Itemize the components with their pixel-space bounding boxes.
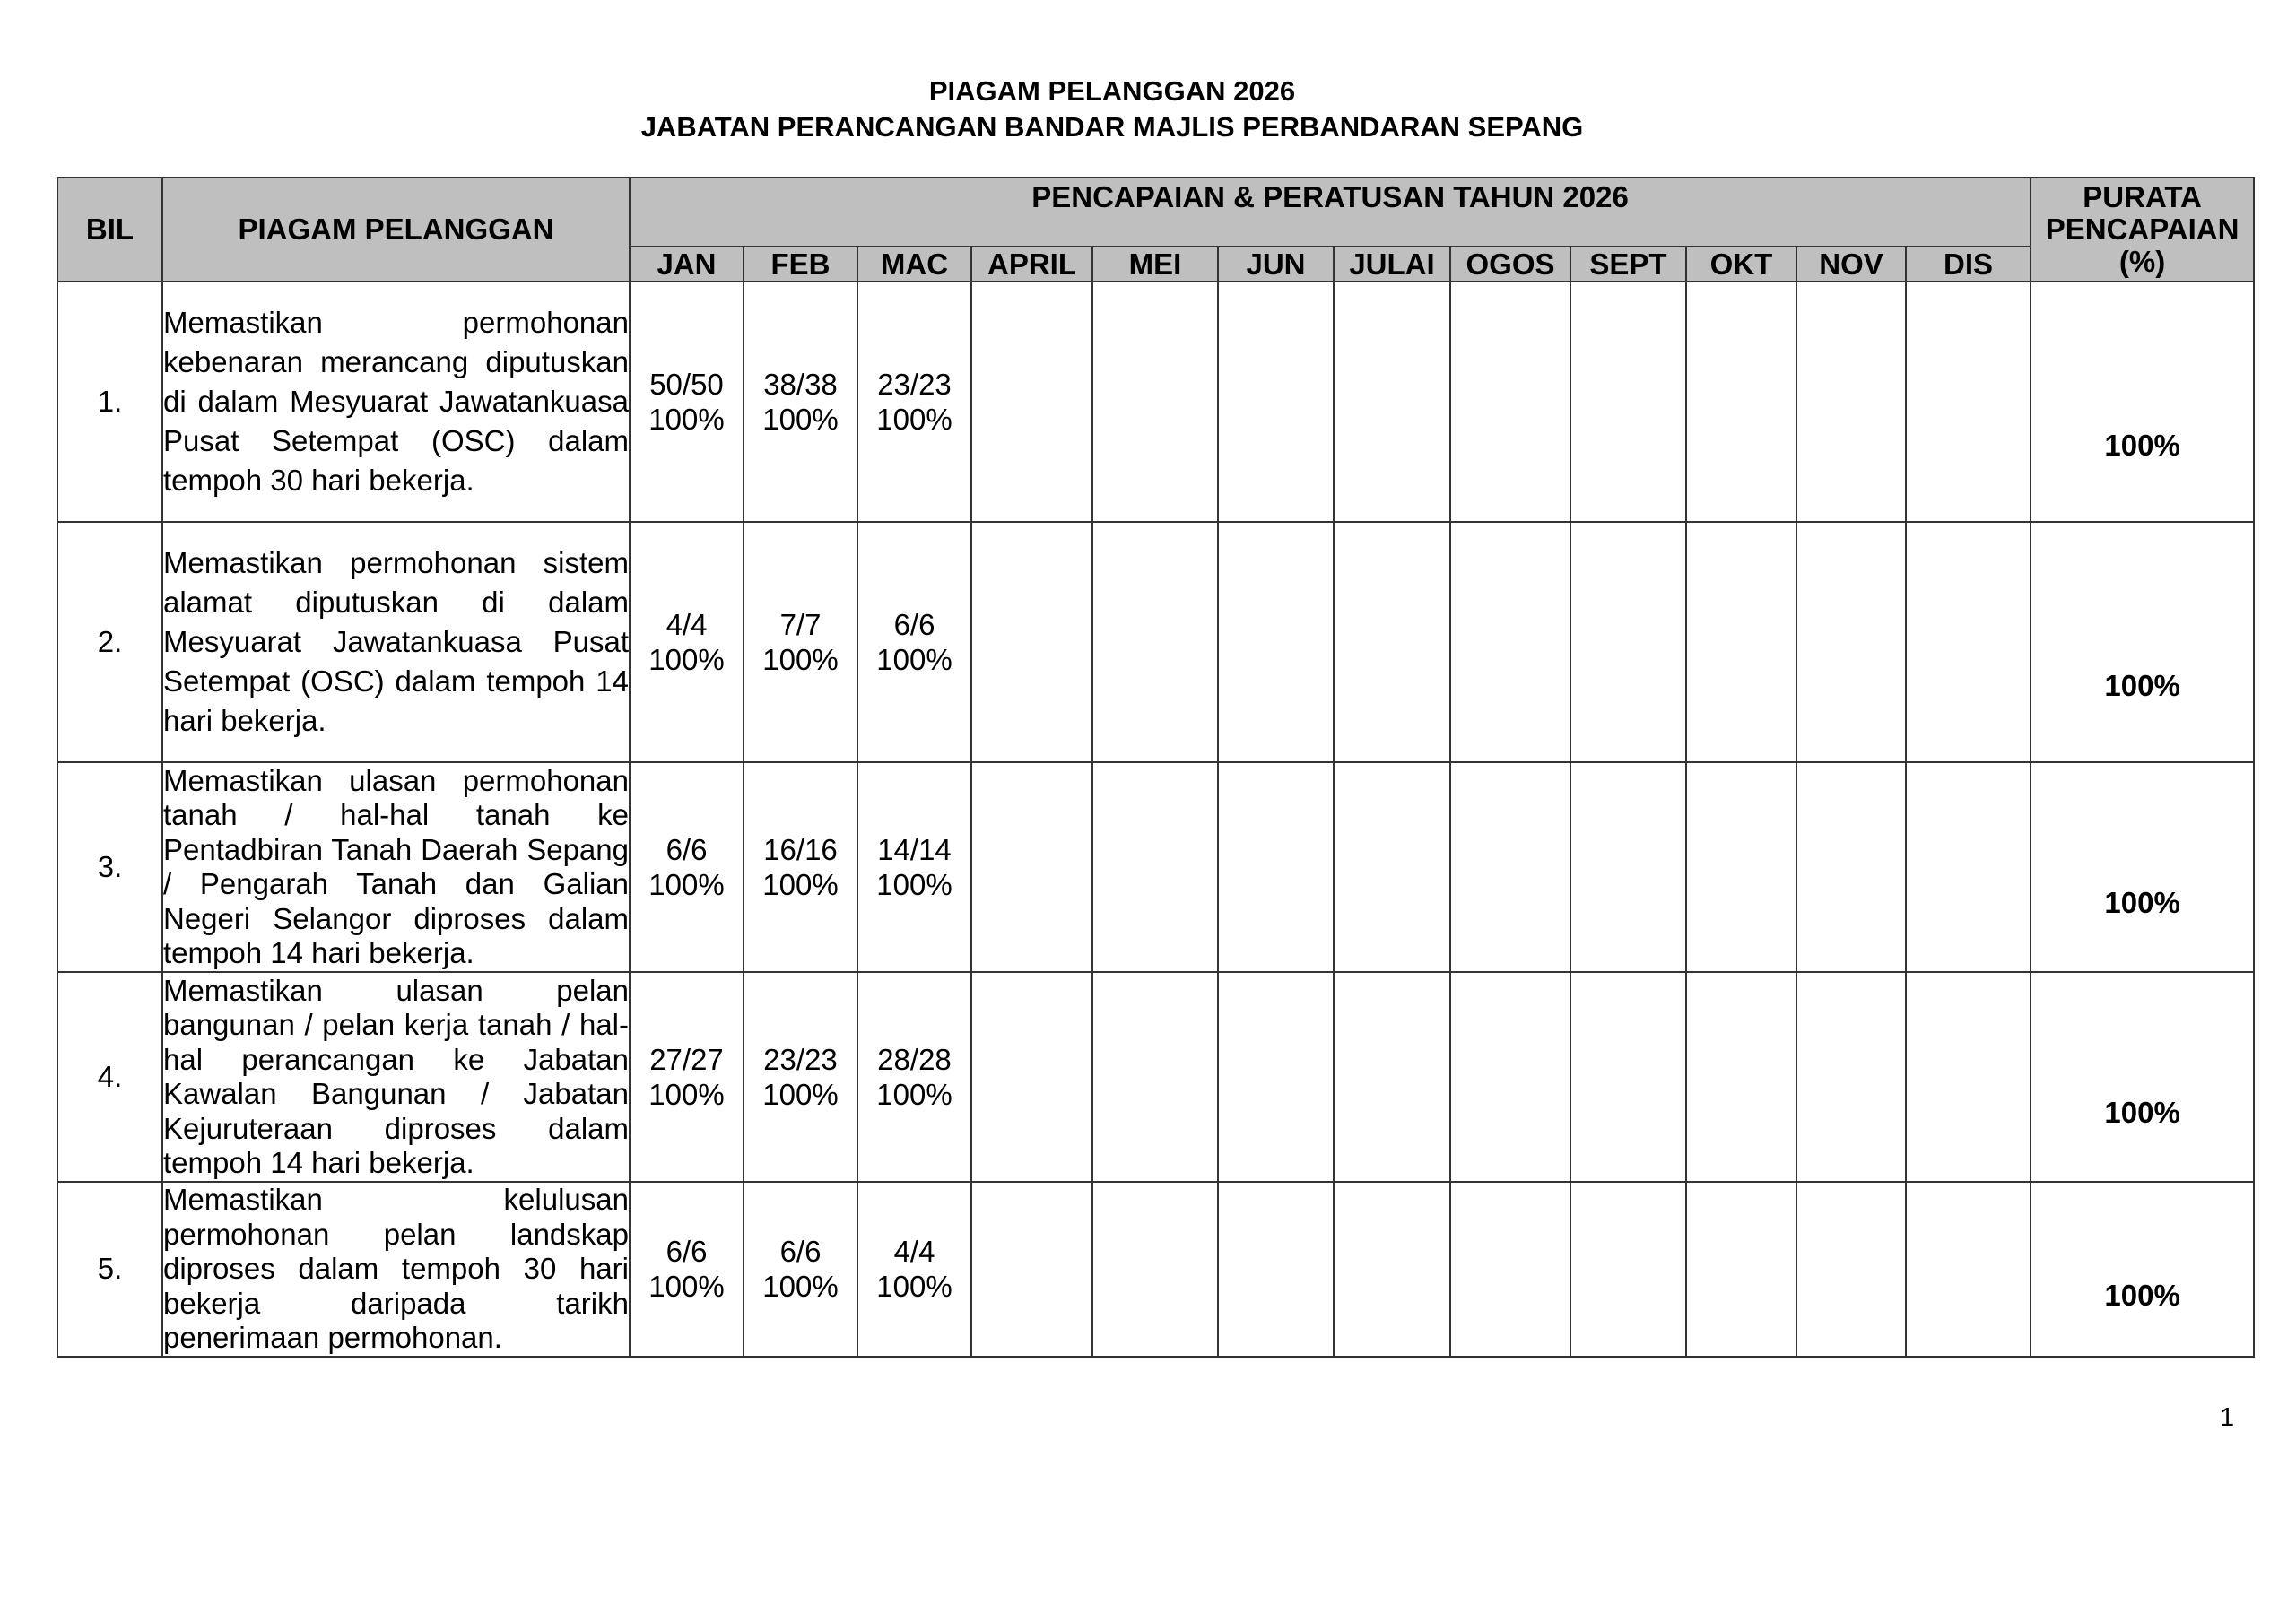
cell-empty	[1334, 1182, 1450, 1357]
cell-empty	[1218, 522, 1334, 762]
header-average-line1: PURATA	[2083, 180, 2202, 213]
row-bil: 4.	[57, 972, 162, 1182]
cell-empty	[1092, 1182, 1218, 1357]
row-average-value: 100%	[2104, 1096, 2180, 1129]
cell-feb	[744, 762, 857, 972]
row-average	[2031, 282, 2254, 522]
cell-empty	[1334, 762, 1450, 972]
header-achievement: PENCAPAIAN & PERATUSAN TAHUN 2026	[630, 178, 2031, 247]
cell-empty	[1450, 1182, 1570, 1357]
cell-percent: 100%	[762, 643, 839, 676]
header-month-april: APRIL	[971, 247, 1092, 282]
cell-empty	[971, 1182, 1092, 1357]
cell-empty	[1686, 762, 1796, 972]
document-title-block	[0, 74, 2224, 145]
row-average	[2031, 762, 2254, 972]
cell-percent: 100%	[648, 403, 725, 436]
cell-empty	[1570, 1182, 1686, 1357]
cell-empty	[1334, 972, 1450, 1182]
cell-jan	[630, 1182, 744, 1357]
cell-count: 16/16	[763, 833, 838, 866]
cell-empty	[1450, 282, 1570, 522]
cell-feb	[744, 522, 857, 762]
cell-empty	[971, 282, 1092, 522]
cell-count: 27/27	[649, 1043, 724, 1076]
cell-percent: 100%	[762, 1270, 839, 1304]
header-month-jun: JUN	[1218, 247, 1334, 282]
cell-feb	[744, 972, 857, 1182]
cell-empty	[1796, 282, 1906, 522]
cell-feb	[744, 282, 857, 522]
cell-empty	[1686, 972, 1796, 1182]
cell-count: 4/4	[665, 608, 708, 641]
cell-percent: 100%	[648, 868, 725, 901]
header-average-line3: (%)	[2118, 245, 2166, 278]
row-bil: 2.	[57, 522, 162, 762]
table-row	[57, 282, 2254, 522]
cell-percent: 100%	[876, 868, 952, 901]
row-average	[2031, 1182, 2254, 1357]
row-description: Memastikan ulasan permohonan tanah / hal-hal tanah ke Pentadbiran Tanah Daerah Sepang / Pengarah Tanah dan Galian Negeri Selangor diproses dalam tempoh 14 hari bekerja.	[162, 762, 630, 972]
header-month-feb: FEB	[744, 247, 857, 282]
row-average	[2031, 972, 2254, 1182]
cell-percent: 100%	[762, 403, 839, 436]
cell-empty	[1570, 282, 1686, 522]
cell-percent: 100%	[876, 1270, 952, 1304]
cell-empty	[1906, 282, 2031, 522]
document-title: PIAGAM PELANGGAN 2026	[928, 75, 1296, 107]
cell-jan	[630, 762, 744, 972]
header-month-jan: JAN	[630, 247, 744, 282]
cell-percent: 100%	[648, 1270, 725, 1304]
header-average-line2: PENCAPAIAN	[2045, 213, 2239, 246]
cell-mac	[857, 522, 971, 762]
table-row	[57, 972, 2254, 1182]
cell-empty	[1450, 522, 1570, 762]
row-bil: 3.	[57, 762, 162, 972]
header-month-ogos: OGOS	[1450, 247, 1570, 282]
table-row	[57, 1182, 2254, 1357]
cell-count: 6/6	[665, 1235, 708, 1269]
cell-empty	[1334, 282, 1450, 522]
header-month-sept: SEPT	[1570, 247, 1686, 282]
cell-count: 50/50	[649, 368, 724, 401]
header-month-julai: JULAI	[1334, 247, 1450, 282]
cell-jan	[630, 282, 744, 522]
cell-empty	[1092, 282, 1218, 522]
cell-count: 6/6	[665, 833, 708, 866]
cell-percent: 100%	[876, 643, 952, 676]
header-month-mac: MAC	[857, 247, 971, 282]
cell-empty	[1796, 1182, 1906, 1357]
cell-empty	[1218, 282, 1334, 522]
cell-feb	[744, 1182, 857, 1357]
cell-count: 4/4	[893, 1235, 935, 1269]
cell-percent: 100%	[876, 1078, 952, 1111]
cell-empty	[1218, 1182, 1334, 1357]
row-average-value: 100%	[2104, 1279, 2180, 1313]
cell-empty	[1796, 972, 1906, 1182]
header-charter: PIAGAM PELANGGAN	[162, 178, 630, 282]
page-number: 1	[2220, 1403, 2235, 1432]
table-row	[57, 522, 2254, 762]
cell-empty	[971, 972, 1092, 1182]
cell-percent: 100%	[648, 1078, 725, 1111]
cell-empty	[1092, 522, 1218, 762]
cell-empty	[1686, 1182, 1796, 1357]
header-month-mei: MEI	[1092, 247, 1218, 282]
cell-empty	[971, 762, 1092, 972]
row-description: Memastikan ulasan pelan bangunan / pelan kerja tanah / hal-hal perancangan ke Jabatan Kawalan Bangunan / Jabatan Kejuruteraan diproses dalam tempoh 14 hari bekerja.	[162, 972, 630, 1182]
customer-charter-table	[57, 177, 2255, 1358]
cell-empty	[1796, 762, 1906, 972]
cell-empty	[1906, 1182, 2031, 1357]
cell-empty	[1906, 762, 2031, 972]
row-average-value: 100%	[2104, 669, 2180, 702]
cell-jan	[630, 522, 744, 762]
cell-empty	[1334, 522, 1450, 762]
header-average	[2031, 178, 2254, 282]
cell-count: 6/6	[893, 608, 935, 641]
cell-jan	[630, 972, 744, 1182]
row-average	[2031, 522, 2254, 762]
cell-count: 23/23	[877, 368, 952, 401]
cell-count: 38/38	[763, 368, 838, 401]
header-month-okt: OKT	[1686, 247, 1796, 282]
cell-percent: 100%	[762, 868, 839, 901]
row-description: Memastikan kelulusan permohonan pelan landskap diproses dalam tempoh 30 hari bekerja daripada tarikh penerimaan permohonan.	[162, 1182, 630, 1357]
cell-empty	[1218, 762, 1334, 972]
cell-count: 7/7	[779, 608, 822, 641]
cell-empty	[971, 522, 1092, 762]
cell-empty	[1450, 762, 1570, 972]
row-bil: 5.	[57, 1182, 162, 1357]
cell-empty	[1092, 762, 1218, 972]
cell-count: 23/23	[763, 1043, 838, 1076]
row-description: Memastikan permohonan sistem alamat diputuskan di dalam Mesyuarat Jawatankuasa Pusat Setempat (OSC) dalam tempoh 14 hari bekerja.	[162, 522, 630, 762]
cell-empty	[1570, 522, 1686, 762]
table-row	[57, 762, 2254, 972]
row-description: Memastikan permohonan kebenaran merancang diputuskan di dalam Mesyuarat Jawatankuasa Pusat Setempat (OSC) dalam tempoh 30 hari bekerja.	[162, 282, 630, 522]
cell-percent: 100%	[876, 403, 952, 436]
row-average-value: 100%	[2104, 429, 2180, 462]
cell-empty	[1686, 282, 1796, 522]
header-month-dis: DIS	[1906, 247, 2031, 282]
cell-mac	[857, 972, 971, 1182]
cell-empty	[1906, 972, 2031, 1182]
cell-empty	[1796, 522, 1906, 762]
cell-empty	[1570, 972, 1686, 1182]
cell-empty	[1218, 972, 1334, 1182]
cell-mac	[857, 1182, 971, 1357]
cell-count: 28/28	[877, 1043, 952, 1076]
row-average-value: 100%	[2104, 886, 2180, 919]
header-month-nov: NOV	[1796, 247, 1906, 282]
cell-empty	[1450, 972, 1570, 1182]
cell-empty	[1570, 762, 1686, 972]
cell-percent: 100%	[762, 1078, 839, 1111]
cell-mac	[857, 762, 971, 972]
cell-empty	[1092, 972, 1218, 1182]
cell-mac	[857, 282, 971, 522]
header-bil: BIL	[57, 178, 162, 282]
cell-empty	[1686, 522, 1796, 762]
cell-count: 6/6	[779, 1235, 822, 1269]
cell-empty	[1906, 522, 2031, 762]
document-subtitle: JABATAN PERANCANGAN BANDAR MAJLIS PERBANDARAN SEPANG	[640, 111, 1584, 143]
row-bil: 1.	[57, 282, 162, 522]
cell-percent: 100%	[648, 643, 725, 676]
cell-count: 14/14	[877, 833, 952, 866]
